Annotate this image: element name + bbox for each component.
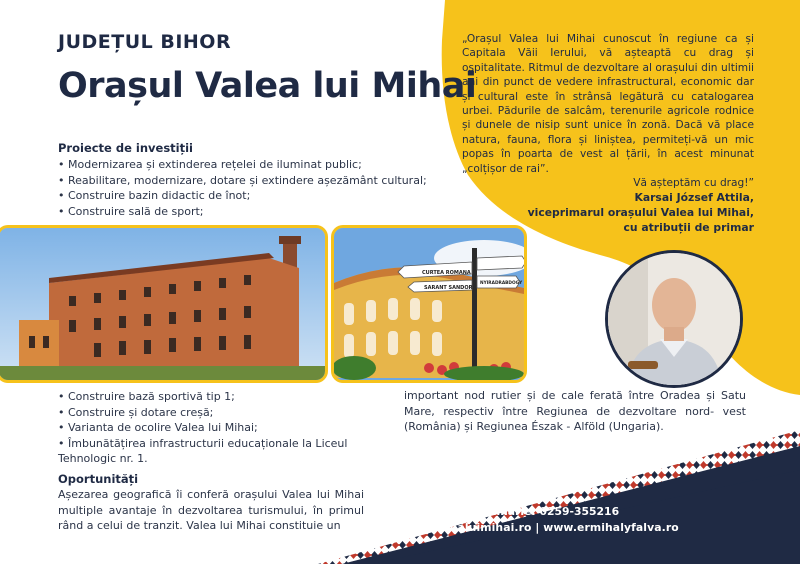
contact-websites[interactable]: www.valealuimihai.ro | www.ermihalyfalva.ro bbox=[398, 520, 679, 534]
contact-block bbox=[398, 504, 679, 535]
contact-phone: Date contact primărie: 0259-355216 bbox=[398, 505, 620, 518]
county-title: JUDEȚUL BIHOR bbox=[58, 31, 232, 53]
list-item: • Construire bază sportivă tip 1; bbox=[58, 389, 358, 405]
city-title: Orașul Valea lui Mihai bbox=[58, 66, 477, 106]
list-item: • Construire sală de sport; bbox=[58, 204, 427, 220]
quote-closing: Vă așteptăm cu drag!” bbox=[633, 177, 754, 190]
signature-role-2: cu atribuții de primar bbox=[623, 221, 754, 234]
signature-role-1: viceprimarul orașului Valea lui Mihai, bbox=[527, 206, 754, 219]
signpost-text-1: CURTEA ROMANA bbox=[422, 270, 471, 276]
list-item: • Varianta de ocolire Valea lui Mihai; bbox=[58, 420, 358, 436]
list-item: • Construire și dotare creșă; bbox=[58, 405, 358, 421]
opportunities-title: Oportunități bbox=[58, 472, 139, 486]
quote-text: „Orașul Valea lui Mihai cunoscut în regiune ca și Capitala Văii Ierului, vă așteaptă cu drag și ospitalitate. Ritmul de dezvoltare al orașului din ultimii ani din punct de vedere infrastructural, economic dar și cultural este în strânsă legătură cu catalogarea urbei. Pădurile de salcâm, terenurile agricole rodnice și dunele de nisip sunt unice în zonă. Dacă vă place natura, fauna, flora și liniștea, permiteți-vă un mic popas în poarta de vest al țării, în acest minunat „colțișor de rai”. bbox=[462, 33, 754, 175]
list-item: • Îmbunătățirea infrastructurii educaționale la Liceul Tehnologic nr. 1. bbox=[58, 436, 358, 467]
signature-name: Karsai József Attila, bbox=[634, 191, 754, 204]
signpost-text-2: SARANT SANDOR bbox=[424, 285, 473, 291]
list-item: • Reabilitare, modernizare, dotare și extindere așezământ cultural; bbox=[58, 173, 427, 189]
investments-title: Proiecte de investiții bbox=[58, 141, 193, 155]
signpost-text-3: NYIRADRABDOGY bbox=[480, 281, 523, 286]
opportunities-text-continued: important nod rutier și de cale ferată între Oradea și Satu Mare, respectiv între Regiunea de dezvoltare nord- vest (România) și Regiunea Észak - Alföld (Ungaria). bbox=[404, 389, 746, 433]
list-item: • Modernizarea și extinderea rețelei de iluminat public; bbox=[58, 157, 427, 173]
list-item: • Construire bazin didactic de înot; bbox=[58, 188, 427, 204]
opportunities-text: Așezarea geografică îi conferă orașului Valea lui Mihai multiple avantaje în dezvoltarea turismului, în primul rând a celui de tranzit. Valea lui Mihai constituie un bbox=[58, 488, 364, 532]
